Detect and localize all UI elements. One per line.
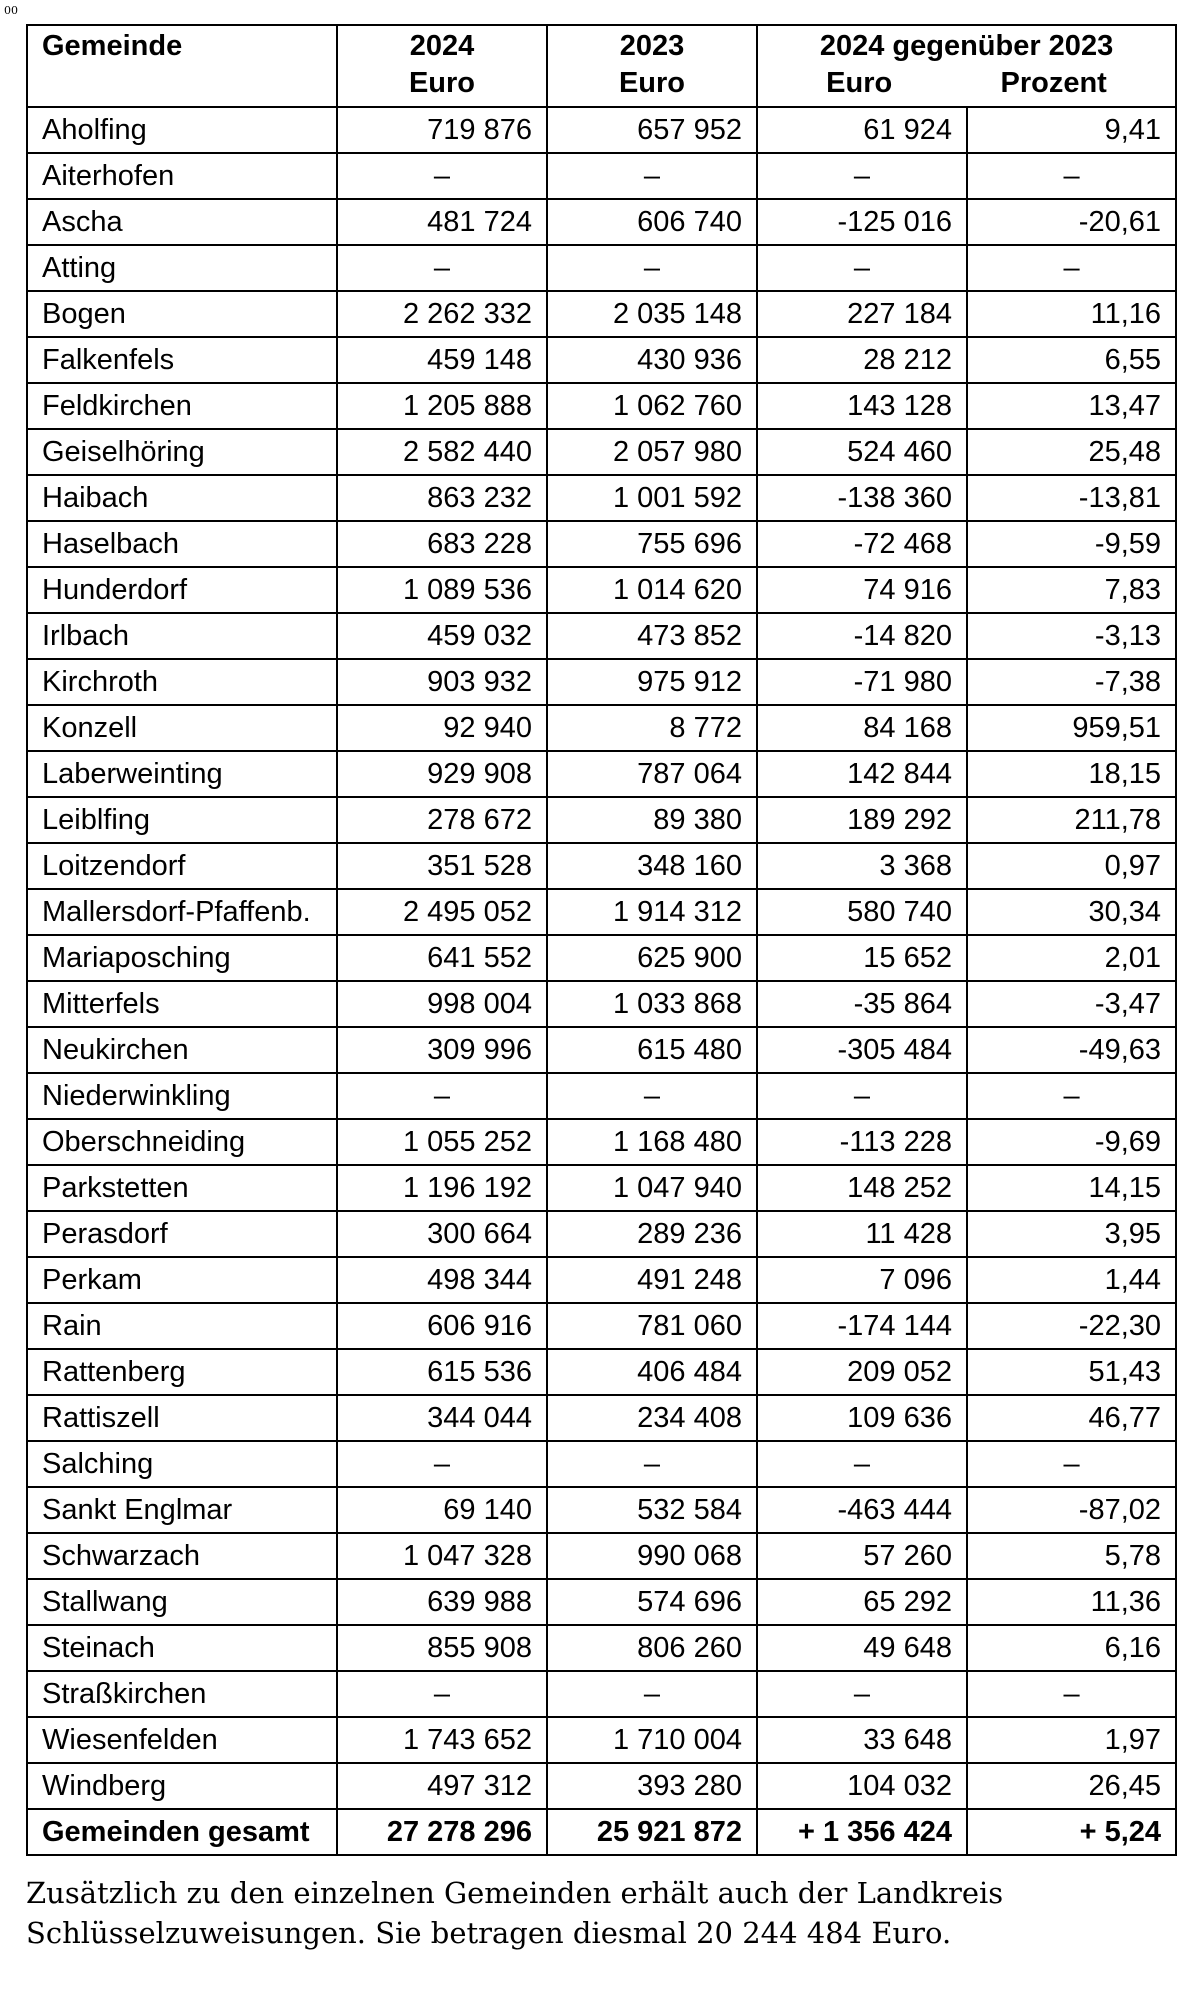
- cell-2023: 787 064: [547, 751, 757, 797]
- table-row: [27, 1165, 1176, 1211]
- cell-gemeinde: Haselbach: [27, 521, 337, 567]
- table-row: [27, 337, 1176, 383]
- cell-diff-pct: -20,61: [967, 199, 1176, 245]
- header-2024-unit: Euro: [408, 67, 476, 99]
- table-row: [27, 291, 1176, 337]
- cell-gemeinde: Salching: [27, 1441, 337, 1487]
- cell-2024: –: [337, 1671, 547, 1717]
- cell-diff-euro: -35 864: [757, 981, 967, 1027]
- cell-2024: 344 044: [337, 1395, 547, 1441]
- cell-diff-pct: 7,83: [967, 567, 1176, 613]
- cell-2023: 755 696: [547, 521, 757, 567]
- total-row: [27, 1809, 1176, 1855]
- cell-2023: 393 280: [547, 1763, 757, 1809]
- allocation-table: [26, 24, 1177, 1856]
- cell-gemeinde: Mallersdorf-Pfaffenb.: [27, 889, 337, 935]
- cell-2024: 929 908: [337, 751, 547, 797]
- table-row: [27, 1257, 1176, 1303]
- cell-gemeinde: Steinach: [27, 1625, 337, 1671]
- cell-2024: 481 724: [337, 199, 547, 245]
- cell-gemeinde: Windberg: [27, 1763, 337, 1809]
- cell-2023: –: [547, 245, 757, 291]
- table-row: [27, 383, 1176, 429]
- cell-diff-euro: 524 460: [757, 429, 967, 475]
- cell-2024: 903 932: [337, 659, 547, 705]
- cell-2024: 278 672: [337, 797, 547, 843]
- cell-diff-pct: 13,47: [967, 383, 1176, 429]
- cell-diff-pct: -3,47: [967, 981, 1176, 1027]
- cell-2023: –: [547, 153, 757, 199]
- cell-2023: 25 921 872: [547, 1809, 757, 1855]
- cell-diff-euro: 49 648: [757, 1625, 967, 1671]
- cell-gemeinde: Oberschneiding: [27, 1119, 337, 1165]
- cell-2023: –: [547, 1073, 757, 1119]
- cell-gemeinde: Straßkirchen: [27, 1671, 337, 1717]
- cell-2023: 606 740: [547, 199, 757, 245]
- cell-diff-pct: –: [967, 1073, 1176, 1119]
- cell-diff-euro: 11 428: [757, 1211, 967, 1257]
- cell-2023: 473 852: [547, 613, 757, 659]
- cell-2024: 1 743 652: [337, 1717, 547, 1763]
- cell-diff-euro: -174 144: [757, 1303, 967, 1349]
- cell-2024: 1 196 192: [337, 1165, 547, 1211]
- cell-2024: 606 916: [337, 1303, 547, 1349]
- table-row: [27, 567, 1176, 613]
- cell-diff-euro: 227 184: [757, 291, 967, 337]
- table-row: [27, 981, 1176, 1027]
- cell-diff-pct: + 5,24: [967, 1809, 1176, 1855]
- cell-2023: 1 014 620: [547, 567, 757, 613]
- cell-gemeinde: Perkam: [27, 1257, 337, 1303]
- header-diff-pct: Prozent: [1000, 67, 1107, 99]
- cell-2023: 89 380: [547, 797, 757, 843]
- cell-2024: 351 528: [337, 843, 547, 889]
- cell-diff-pct: 30,34: [967, 889, 1176, 935]
- table-row: [27, 1579, 1176, 1625]
- cell-diff-pct: -9,69: [967, 1119, 1176, 1165]
- cell-diff-pct: –: [967, 1671, 1176, 1717]
- cell-2024: 641 552: [337, 935, 547, 981]
- cell-2023: 657 952: [547, 107, 757, 153]
- cell-2023: 348 160: [547, 843, 757, 889]
- cell-2024: 300 664: [337, 1211, 547, 1257]
- cell-diff-pct: 46,77: [967, 1395, 1176, 1441]
- table-row: [27, 935, 1176, 981]
- cell-diff-pct: 9,41: [967, 107, 1176, 153]
- cell-diff-euro: –: [757, 153, 967, 199]
- cell-diff-euro: -305 484: [757, 1027, 967, 1073]
- cell-diff-pct: 51,43: [967, 1349, 1176, 1395]
- cell-gemeinde: Rain: [27, 1303, 337, 1349]
- header-diff: [757, 25, 1176, 107]
- table-row: [27, 797, 1176, 843]
- table-row: [27, 1717, 1176, 1763]
- cell-diff-pct: -49,63: [967, 1027, 1176, 1073]
- cell-diff-pct: 25,48: [967, 429, 1176, 475]
- cell-diff-pct: -9,59: [967, 521, 1176, 567]
- cell-2023: 1 033 868: [547, 981, 757, 1027]
- cell-2023: 2 057 980: [547, 429, 757, 475]
- cell-2024: 27 278 296: [337, 1809, 547, 1855]
- table-row: [27, 1487, 1176, 1533]
- table-row: [27, 1119, 1176, 1165]
- cell-diff-euro: 143 128: [757, 383, 967, 429]
- cell-gemeinde: Kirchroth: [27, 659, 337, 705]
- cell-2023: 1 001 592: [547, 475, 757, 521]
- cell-2024: 69 140: [337, 1487, 547, 1533]
- cell-2023: 1 710 004: [547, 1717, 757, 1763]
- table-row: [27, 1027, 1176, 1073]
- header-2024: [337, 25, 547, 107]
- cell-diff-pct: 211,78: [967, 797, 1176, 843]
- cell-2024: 1 055 252: [337, 1119, 547, 1165]
- cell-diff-pct: 2,01: [967, 935, 1176, 981]
- cell-diff-euro: –: [757, 1073, 967, 1119]
- corner-label: 00: [4, 4, 18, 17]
- cell-diff-pct: 18,15: [967, 751, 1176, 797]
- cell-gemeinde: Parkstetten: [27, 1165, 337, 1211]
- cell-2023: 2 035 148: [547, 291, 757, 337]
- cell-diff-euro: –: [757, 245, 967, 291]
- cell-2024: 459 148: [337, 337, 547, 383]
- cell-2023: 289 236: [547, 1211, 757, 1257]
- cell-diff-euro: -113 228: [757, 1119, 967, 1165]
- cell-diff-pct: 959,51: [967, 705, 1176, 751]
- table-row: [27, 1349, 1176, 1395]
- table-row: [27, 705, 1176, 751]
- cell-2023: 1 914 312: [547, 889, 757, 935]
- table-row: [27, 475, 1176, 521]
- cell-diff-pct: -7,38: [967, 659, 1176, 705]
- cell-diff-euro: -125 016: [757, 199, 967, 245]
- cell-2024: 683 228: [337, 521, 547, 567]
- cell-2024: 309 996: [337, 1027, 547, 1073]
- cell-2023: 406 484: [547, 1349, 757, 1395]
- cell-gemeinde: Wiesenfelden: [27, 1717, 337, 1763]
- cell-diff-pct: 1,44: [967, 1257, 1176, 1303]
- cell-diff-pct: –: [967, 153, 1176, 199]
- cell-diff-pct: -87,02: [967, 1487, 1176, 1533]
- cell-diff-euro: 109 636: [757, 1395, 967, 1441]
- cell-diff-euro: 209 052: [757, 1349, 967, 1395]
- cell-diff-pct: 11,36: [967, 1579, 1176, 1625]
- cell-2024: 497 312: [337, 1763, 547, 1809]
- cell-2024: 1 205 888: [337, 383, 547, 429]
- cell-diff-euro: 104 032: [757, 1763, 967, 1809]
- cell-2023: 532 584: [547, 1487, 757, 1533]
- cell-diff-pct: 14,15: [967, 1165, 1176, 1211]
- header-2023: [547, 25, 757, 107]
- cell-2024: 998 004: [337, 981, 547, 1027]
- cell-diff-euro: -14 820: [757, 613, 967, 659]
- cell-2024: 1 089 536: [337, 567, 547, 613]
- cell-2024: 719 876: [337, 107, 547, 153]
- cell-2023: 625 900: [547, 935, 757, 981]
- cell-diff-pct: 1,97: [967, 1717, 1176, 1763]
- table-row: [27, 843, 1176, 889]
- cell-diff-pct: 6,55: [967, 337, 1176, 383]
- cell-2024: 855 908: [337, 1625, 547, 1671]
- cell-gemeinde: Leiblfing: [27, 797, 337, 843]
- cell-gemeinde: Atting: [27, 245, 337, 291]
- cell-gemeinde: Laberweinting: [27, 751, 337, 797]
- table-body: [27, 107, 1176, 1855]
- table-row: [27, 1671, 1176, 1717]
- header-2023-unit: Euro: [618, 67, 686, 99]
- cell-gemeinde: Neukirchen: [27, 1027, 337, 1073]
- table-row: [27, 613, 1176, 659]
- table-row: [27, 245, 1176, 291]
- cell-gemeinde: Aholfing: [27, 107, 337, 153]
- cell-2023: 430 936: [547, 337, 757, 383]
- table-row: [27, 1073, 1176, 1119]
- cell-2023: 574 696: [547, 1579, 757, 1625]
- table-row: [27, 751, 1176, 797]
- header-gemeinde: Gemeinde: [27, 25, 337, 107]
- cell-diff-euro: 580 740: [757, 889, 967, 935]
- cell-gemeinde: Stallwang: [27, 1579, 337, 1625]
- cell-gemeinde: Niederwinkling: [27, 1073, 337, 1119]
- cell-2023: 1 062 760: [547, 383, 757, 429]
- cell-diff-euro: 57 260: [757, 1533, 967, 1579]
- cell-2024: –: [337, 153, 547, 199]
- cell-diff-euro: 15 652: [757, 935, 967, 981]
- cell-gemeinde: Mitterfels: [27, 981, 337, 1027]
- cell-2023: 990 068: [547, 1533, 757, 1579]
- cell-2024: 2 262 332: [337, 291, 547, 337]
- footnote: Zusätzlich zu den einzelnen Gemeinden erhält auch der Landkreis Schlüsselzuweisungen. Sie betragen diesmal 20 244 484 Euro.: [26, 1876, 1004, 1950]
- cell-diff-pct: -22,30: [967, 1303, 1176, 1349]
- cell-2023: –: [547, 1671, 757, 1717]
- cell-2024: 92 940: [337, 705, 547, 751]
- cell-diff-euro: -138 360: [757, 475, 967, 521]
- cell-diff-euro: 61 924: [757, 107, 967, 153]
- cell-2023: –: [547, 1441, 757, 1487]
- cell-diff-euro: 33 648: [757, 1717, 967, 1763]
- cell-2024: –: [337, 1073, 547, 1119]
- cell-gemeinde: Haibach: [27, 475, 337, 521]
- cell-diff-pct: 3,95: [967, 1211, 1176, 1257]
- header-2024-year: 2024: [409, 30, 475, 62]
- table-row: [27, 153, 1176, 199]
- cell-diff-pct: 5,78: [967, 1533, 1176, 1579]
- cell-2024: 498 344: [337, 1257, 547, 1303]
- header-row: [27, 25, 1176, 107]
- cell-diff-euro: 28 212: [757, 337, 967, 383]
- cell-gemeinde: Ascha: [27, 199, 337, 245]
- cell-gemeinde: Perasdorf: [27, 1211, 337, 1257]
- cell-2024: 1 047 328: [337, 1533, 547, 1579]
- table-row: [27, 1441, 1176, 1487]
- cell-gemeinde: Loitzendorf: [27, 843, 337, 889]
- cell-2023: 491 248: [547, 1257, 757, 1303]
- cell-2024: 459 032: [337, 613, 547, 659]
- table-header: [27, 25, 1176, 107]
- cell-diff-euro: 142 844: [757, 751, 967, 797]
- cell-2024: 2 495 052: [337, 889, 547, 935]
- cell-diff-euro: 74 916: [757, 567, 967, 613]
- cell-diff-pct: –: [967, 1441, 1176, 1487]
- cell-diff-euro: -72 468: [757, 521, 967, 567]
- cell-gemeinde: Aiterhofen: [27, 153, 337, 199]
- cell-2023: 806 260: [547, 1625, 757, 1671]
- cell-diff-pct: 26,45: [967, 1763, 1176, 1809]
- header-2023-year: 2023: [619, 30, 685, 62]
- table-row: [27, 1211, 1176, 1257]
- cell-2024: 615 536: [337, 1349, 547, 1395]
- cell-diff-euro: –: [757, 1671, 967, 1717]
- table-row: [27, 429, 1176, 475]
- cell-diff-pct: -13,81: [967, 475, 1176, 521]
- table-row: [27, 1763, 1176, 1809]
- cell-2023: 781 060: [547, 1303, 757, 1349]
- header-diff-euro: Euro: [826, 67, 893, 99]
- cell-diff-pct: -3,13: [967, 613, 1176, 659]
- cell-gemeinde: Feldkirchen: [27, 383, 337, 429]
- cell-2023: 1 168 480: [547, 1119, 757, 1165]
- cell-diff-euro: -71 980: [757, 659, 967, 705]
- cell-diff-pct: –: [967, 245, 1176, 291]
- cell-gemeinde: Falkenfels: [27, 337, 337, 383]
- cell-gemeinde: Geiselhöring: [27, 429, 337, 475]
- cell-gemeinde: Gemeinden gesamt: [27, 1809, 337, 1855]
- cell-diff-euro: 84 168: [757, 705, 967, 751]
- cell-gemeinde: Rattiszell: [27, 1395, 337, 1441]
- cell-2024: 2 582 440: [337, 429, 547, 475]
- cell-diff-pct: 0,97: [967, 843, 1176, 889]
- cell-diff-euro: 65 292: [757, 1579, 967, 1625]
- cell-gemeinde: Mariaposching: [27, 935, 337, 981]
- header-diff-units: [772, 65, 1161, 102]
- cell-diff-euro: 189 292: [757, 797, 967, 843]
- cell-diff-euro: 7 096: [757, 1257, 967, 1303]
- cell-2024: 639 988: [337, 1579, 547, 1625]
- cell-2023: 8 772: [547, 705, 757, 751]
- table-row: [27, 1303, 1176, 1349]
- cell-diff-euro: 148 252: [757, 1165, 967, 1211]
- cell-diff-euro: -463 444: [757, 1487, 967, 1533]
- cell-2024: –: [337, 1441, 547, 1487]
- cell-diff-pct: 11,16: [967, 291, 1176, 337]
- table-row: [27, 1533, 1176, 1579]
- cell-gemeinde: Schwarzach: [27, 1533, 337, 1579]
- cell-gemeinde: Hunderdorf: [27, 567, 337, 613]
- cell-2023: 615 480: [547, 1027, 757, 1073]
- table-row: [27, 521, 1176, 567]
- table-row: [27, 107, 1176, 153]
- table-row: [27, 659, 1176, 705]
- cell-2024: 863 232: [337, 475, 547, 521]
- cell-diff-euro: + 1 356 424: [757, 1809, 967, 1855]
- cell-2023: 975 912: [547, 659, 757, 705]
- cell-2023: 1 047 940: [547, 1165, 757, 1211]
- cell-gemeinde: Sankt Englmar: [27, 1487, 337, 1533]
- table-row: [27, 889, 1176, 935]
- cell-gemeinde: Bogen: [27, 291, 337, 337]
- cell-gemeinde: Konzell: [27, 705, 337, 751]
- cell-gemeinde: Rattenberg: [27, 1349, 337, 1395]
- table-row: [27, 199, 1176, 245]
- cell-gemeinde: Irlbach: [27, 613, 337, 659]
- cell-2024: –: [337, 245, 547, 291]
- header-diff-title: 2024 gegenüber 2023: [819, 30, 1114, 62]
- table-row: [27, 1395, 1176, 1441]
- cell-diff-euro: –: [757, 1441, 967, 1487]
- cell-2023: 234 408: [547, 1395, 757, 1441]
- cell-diff-euro: 3 368: [757, 843, 967, 889]
- table-row: [27, 1625, 1176, 1671]
- cell-diff-pct: 6,16: [967, 1625, 1176, 1671]
